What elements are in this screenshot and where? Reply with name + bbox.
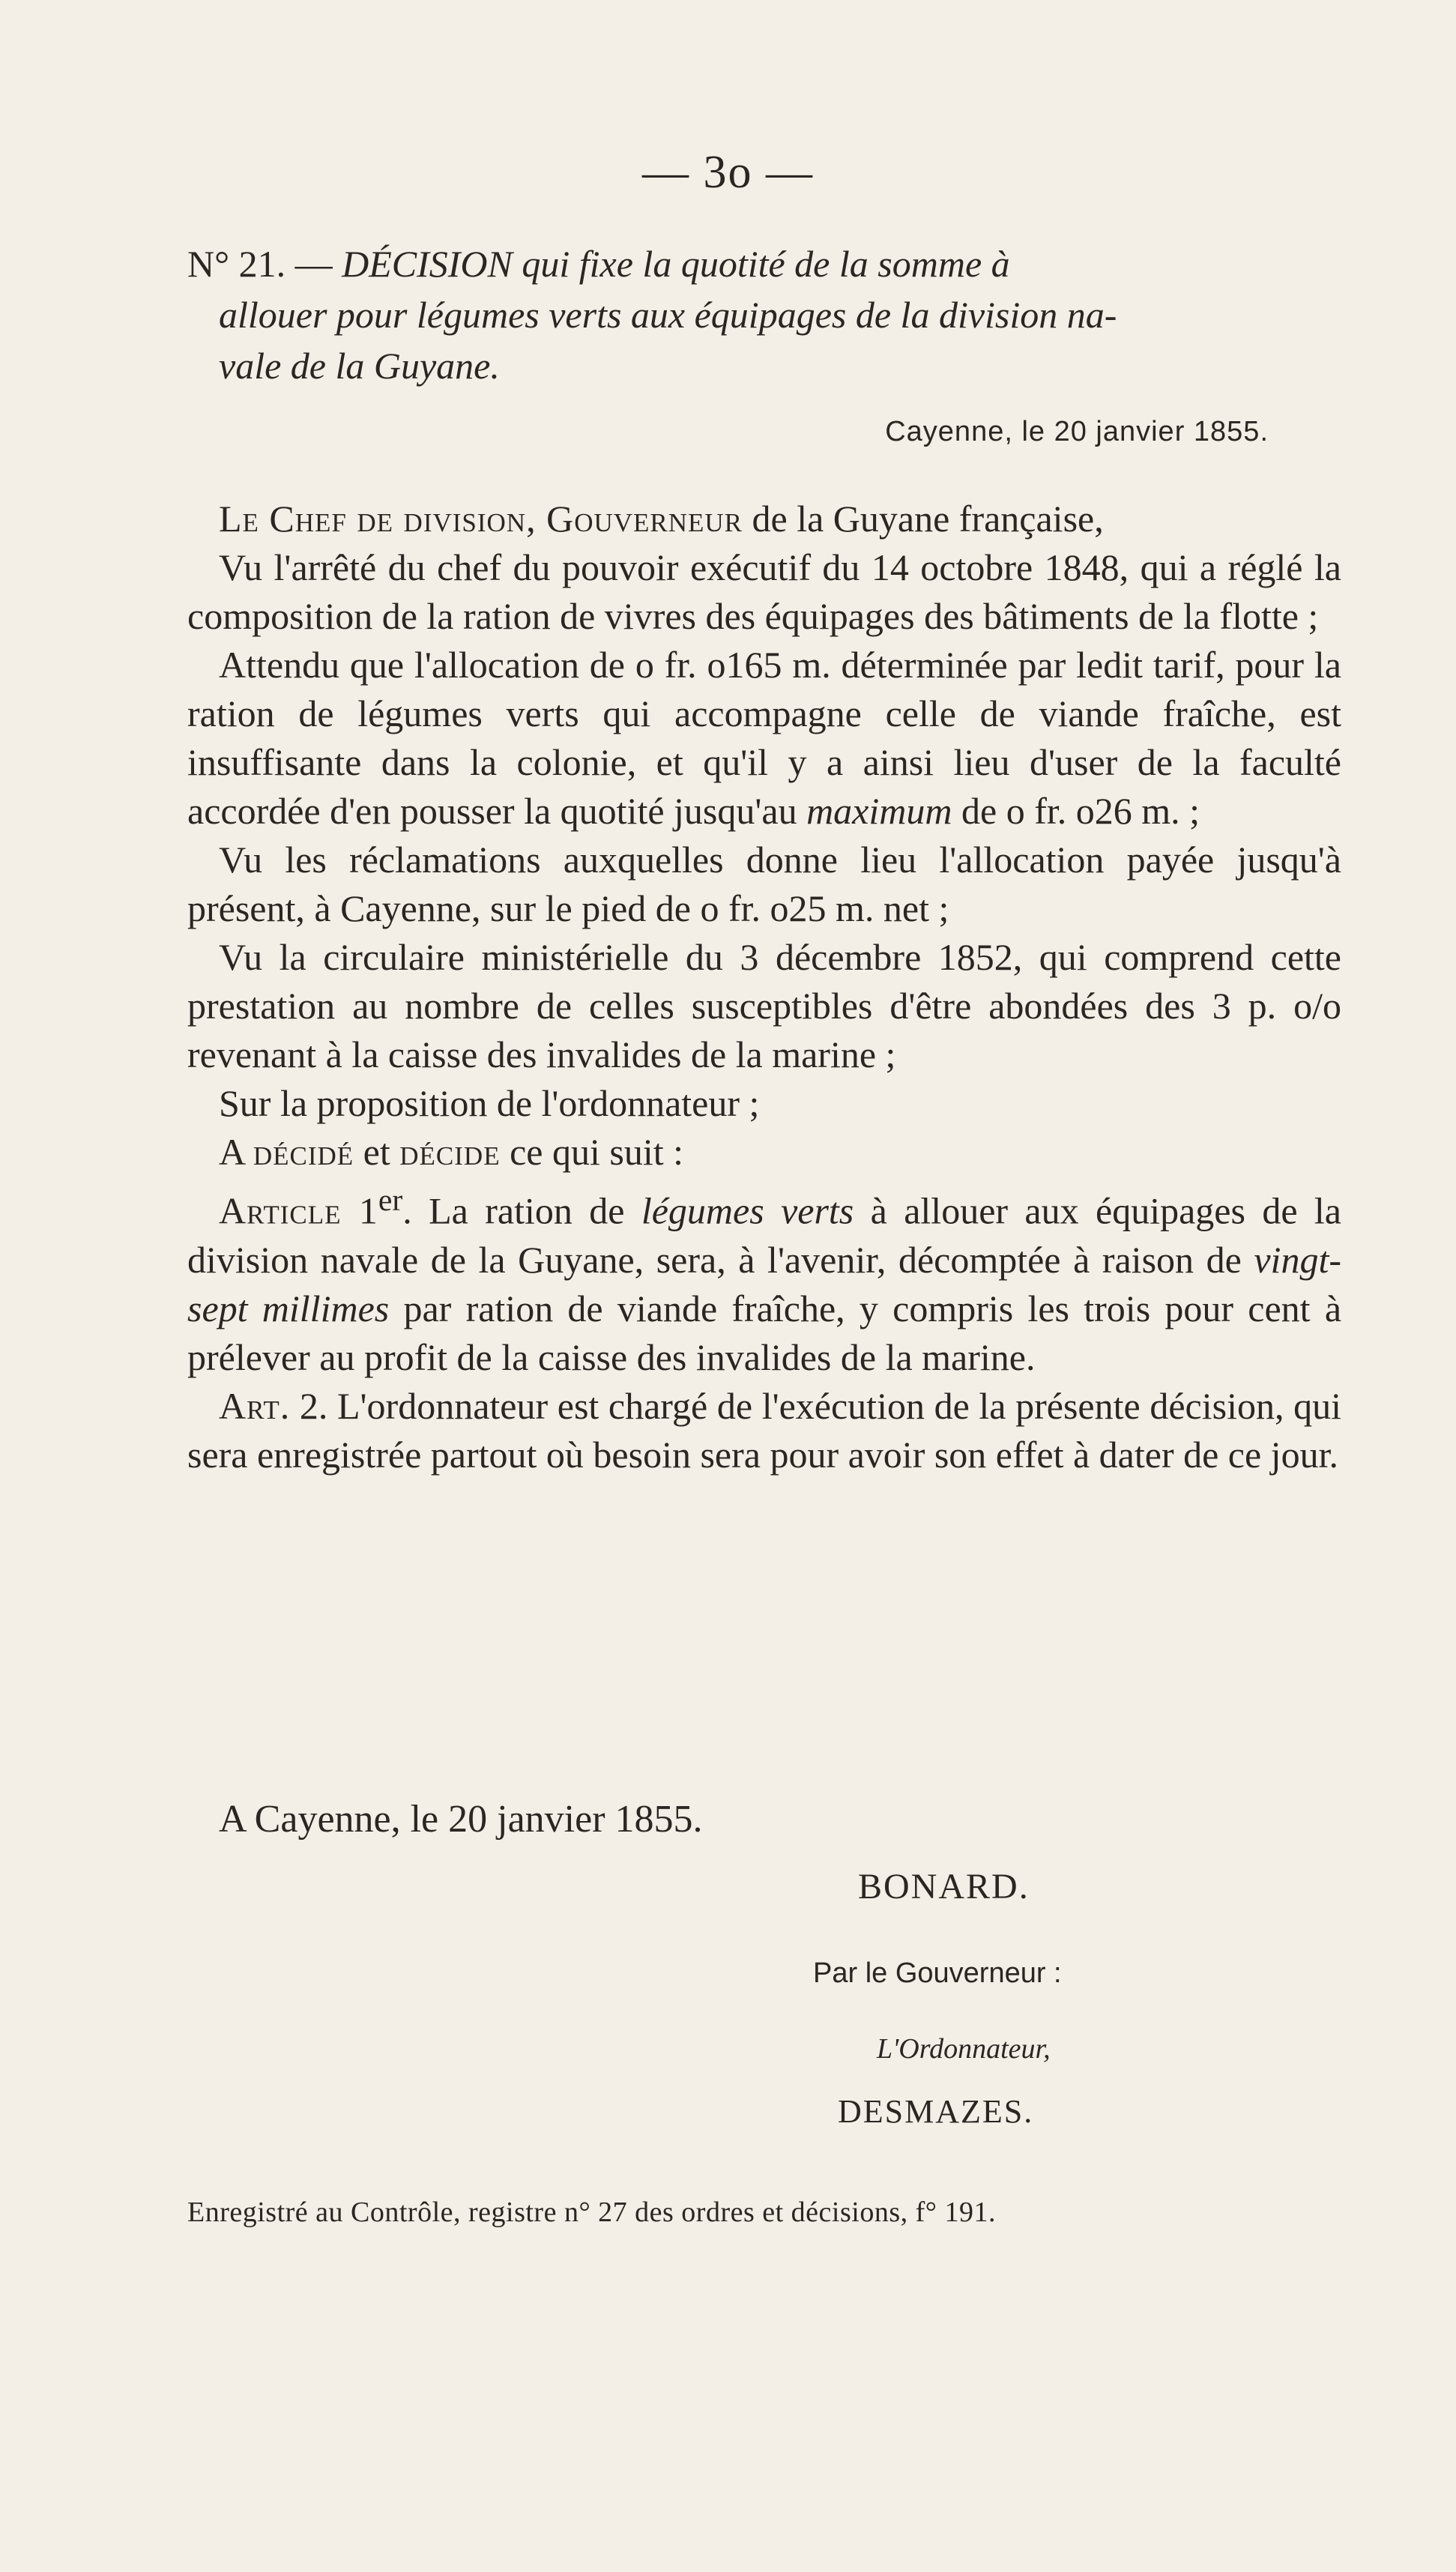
decision-body <box>187 495 1341 1479</box>
attendu-paragraph <box>187 641 1341 836</box>
attendu-text-a: Attendu que l'allocation de o fr. o165 m. déterminée par ledit tarif, pour la ration de légumes verts qui accompagne celle de viande fraîche, est insuffisante dans la colonie, et qu'il y a ainsi lieu d'user de la faculté accordée d'en pousser la quotité jusqu'au <box>187 644 1341 832</box>
par-le-gouverneur: Par le Gouverneur : <box>813 1957 1062 1989</box>
article-1-text-c: par ration de viande fraîche, y compris les trois pour cent à prélever au profit de la caisse des invalides de la marine. <box>187 1287 1342 1378</box>
article-1-legumes: légumes verts <box>641 1189 854 1232</box>
decide-text-c: ce qui suit : <box>500 1131 683 1173</box>
article-1-millimes: vingt-sept millimes <box>187 1238 1341 1329</box>
vu-paragraph-2: Vu les réclamations auxquelles donne lieu l'allocation payée jusqu'à présent, à Cayenne, sur le pied de o fr. o25 m. net ; <box>187 839 1341 929</box>
decide-paragraph <box>187 1128 1341 1177</box>
article-1-text-a: . La ration de <box>402 1189 641 1232</box>
dateline: Cayenne, le 20 janvier 1855. <box>885 416 1269 447</box>
decision-title-line3: vale de la Guyane. <box>219 345 500 387</box>
registration-note: Enregistré au Contrôle, registre n° 27 des ordres et décisions, f° 191. <box>187 2197 996 2228</box>
decision-heading <box>187 238 1341 391</box>
decision-title-line1: DÉCISION qui fixe la quotité de la somme à <box>342 243 1010 285</box>
article-2-text: 2. L'ordonnateur est chargé de l'exécution de la présente décision, qui sera enregistrée partout où besoin sera pour avoir son effet à dater de ce jour. <box>187 1384 1341 1476</box>
closing-place-date: A Cayenne, le 20 janvier 1855. <box>219 1798 703 1841</box>
page-number: — 3o — <box>642 147 814 198</box>
vu-paragraph-3: Vu la circulaire ministérielle du 3 décembre 1852, qui comprend cette prestation au nombre de celles susceptibles d'être abondées des 3 p. o/o revenant à la caisse des invalides de la marine ; <box>187 936 1341 1075</box>
decide-word-2: décide <box>399 1131 501 1173</box>
attendu-text-b: de o fr. o26 m. ; <box>952 790 1200 832</box>
article-1-paragraph <box>187 1177 1341 1382</box>
signature-bonard: BONARD. <box>858 1867 1030 1907</box>
ordonnateur-title: L'Ordonnateur, <box>877 2033 1051 2065</box>
heading-dash: — <box>294 243 333 285</box>
decision-title-line2: allouer pour légumes verts aux équipages de la division na- <box>219 294 1117 336</box>
preamble-paragraph <box>187 495 1341 543</box>
signature-desmazes: DESMAZES. <box>838 2093 1034 2130</box>
article-1-label: Article 1 <box>219 1189 378 1232</box>
article-1-text-b: à allouer aux équipages de la division navale de la Guyane, sera, à l'avenir, décomptée à raison de <box>187 1189 1341 1281</box>
attendu-maximum: maximum <box>806 790 952 832</box>
vu-paragraph-1: Vu l'arrêté du chef du pouvoir exécutif du 14 octobre 1848, qui a réglé la composition de la ration de vivres des équipages des bâtiments de la flotte ; <box>187 546 1341 637</box>
article-2-label: Art. <box>219 1384 291 1427</box>
article-2-paragraph <box>187 1382 1341 1479</box>
decide-word-1: décidé <box>253 1131 354 1173</box>
decide-text-b: et <box>354 1131 400 1173</box>
sur-paragraph: Sur la proposition de l'ordonnateur ; <box>219 1082 760 1124</box>
article-1-sup: er <box>378 1183 403 1218</box>
preamble-authority: Le Chef de division, Gouverneur <box>219 498 743 540</box>
decision-number: N° 21. <box>187 243 286 285</box>
decide-text-a: A <box>219 1131 253 1173</box>
preamble-rest: de la Guyane française, <box>743 498 1104 540</box>
